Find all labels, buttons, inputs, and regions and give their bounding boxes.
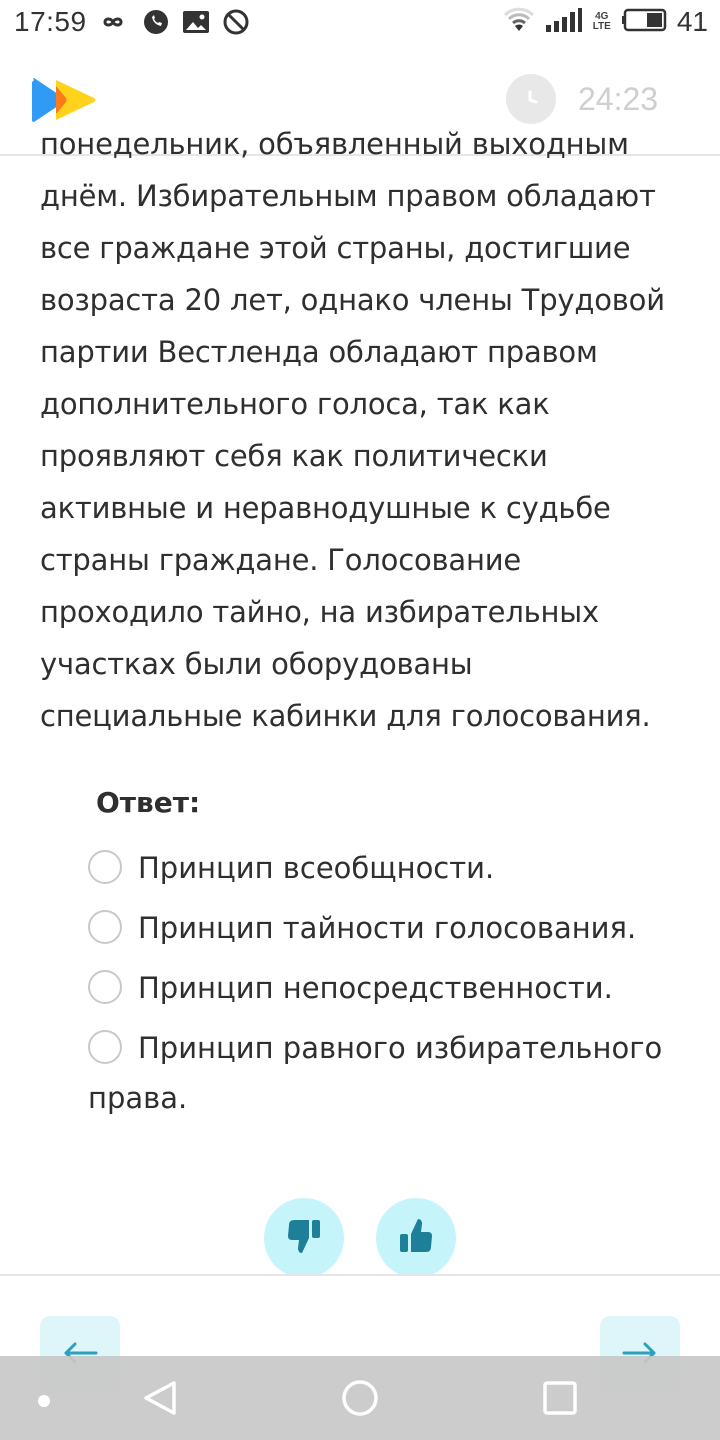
answer-option[interactable] bbox=[88, 1023, 688, 1123]
option-label: Принцип тайности голосования. bbox=[138, 911, 637, 945]
passage-line: участках были оборудованы bbox=[40, 647, 473, 681]
blocked-icon bbox=[222, 8, 250, 41]
radio-button[interactable] bbox=[88, 910, 122, 944]
status-time: 17:59 bbox=[14, 6, 87, 37]
nav-dot-icon bbox=[38, 1392, 50, 1411]
thumbs-down-icon bbox=[284, 1216, 324, 1260]
signal-icon bbox=[545, 7, 583, 38]
timer bbox=[506, 74, 658, 124]
passage-line: проходило тайно, на избирательных bbox=[40, 595, 599, 629]
play-logo[interactable] bbox=[30, 76, 98, 124]
option-label: Принцип непосредственности. bbox=[138, 971, 613, 1005]
network-type: 4G LTE bbox=[592, 11, 611, 32]
status-bar bbox=[0, 0, 720, 46]
passage-line: активные и неравнодушные к судьбе bbox=[40, 491, 611, 525]
passage-line: специальные кабинки для голосования. bbox=[40, 699, 651, 733]
radio-button[interactable] bbox=[88, 1030, 122, 1064]
option-label-continued: права. bbox=[88, 1081, 188, 1115]
passage-line: страны граждане. Голосование bbox=[40, 543, 521, 577]
battery-icon bbox=[621, 8, 667, 37]
back-triangle-icon[interactable] bbox=[142, 1380, 178, 1420]
radio-button[interactable] bbox=[88, 970, 122, 1004]
image-icon bbox=[182, 9, 210, 40]
clock-icon bbox=[506, 74, 556, 124]
question-passage bbox=[40, 118, 700, 742]
option-label: Принцип всеобщности. bbox=[138, 851, 495, 885]
home-circle-icon[interactable] bbox=[340, 1378, 380, 1422]
dislike-button[interactable] bbox=[264, 1198, 344, 1278]
infinity-icon bbox=[96, 10, 130, 39]
system-navigation-bar bbox=[0, 1356, 720, 1440]
question-content bbox=[0, 127, 720, 1274]
recents-square-icon[interactable] bbox=[542, 1380, 578, 1420]
answer-label: Ответ: bbox=[96, 786, 201, 819]
passage-line: дополнительного голоса, так как bbox=[40, 387, 550, 421]
answer-option[interactable] bbox=[88, 903, 688, 953]
passage-line: проявляют себя как политически bbox=[40, 439, 548, 473]
battery-level: 41 bbox=[676, 6, 708, 37]
passage-line: понедельник, объявленный выходным bbox=[40, 127, 629, 161]
like-button[interactable] bbox=[376, 1198, 456, 1278]
whatsapp-icon bbox=[142, 8, 170, 41]
timer-text: 24:23 bbox=[578, 80, 659, 117]
option-label: Принцип равного избирательного bbox=[138, 1031, 663, 1065]
passage-line: все граждане этой страны, достигшие bbox=[40, 231, 631, 265]
passage-line: днём. Избирательным правом обладают bbox=[40, 179, 656, 213]
passage-line: партии Вестленда обладают правом bbox=[40, 335, 598, 369]
wifi-icon bbox=[503, 7, 535, 38]
answer-option[interactable] bbox=[88, 843, 688, 893]
radio-button[interactable] bbox=[88, 850, 122, 884]
passage-line: возраста 20 лет, однако члены Трудовой bbox=[40, 283, 665, 317]
thumbs-up-icon bbox=[396, 1216, 436, 1260]
answer-option[interactable] bbox=[88, 963, 688, 1013]
